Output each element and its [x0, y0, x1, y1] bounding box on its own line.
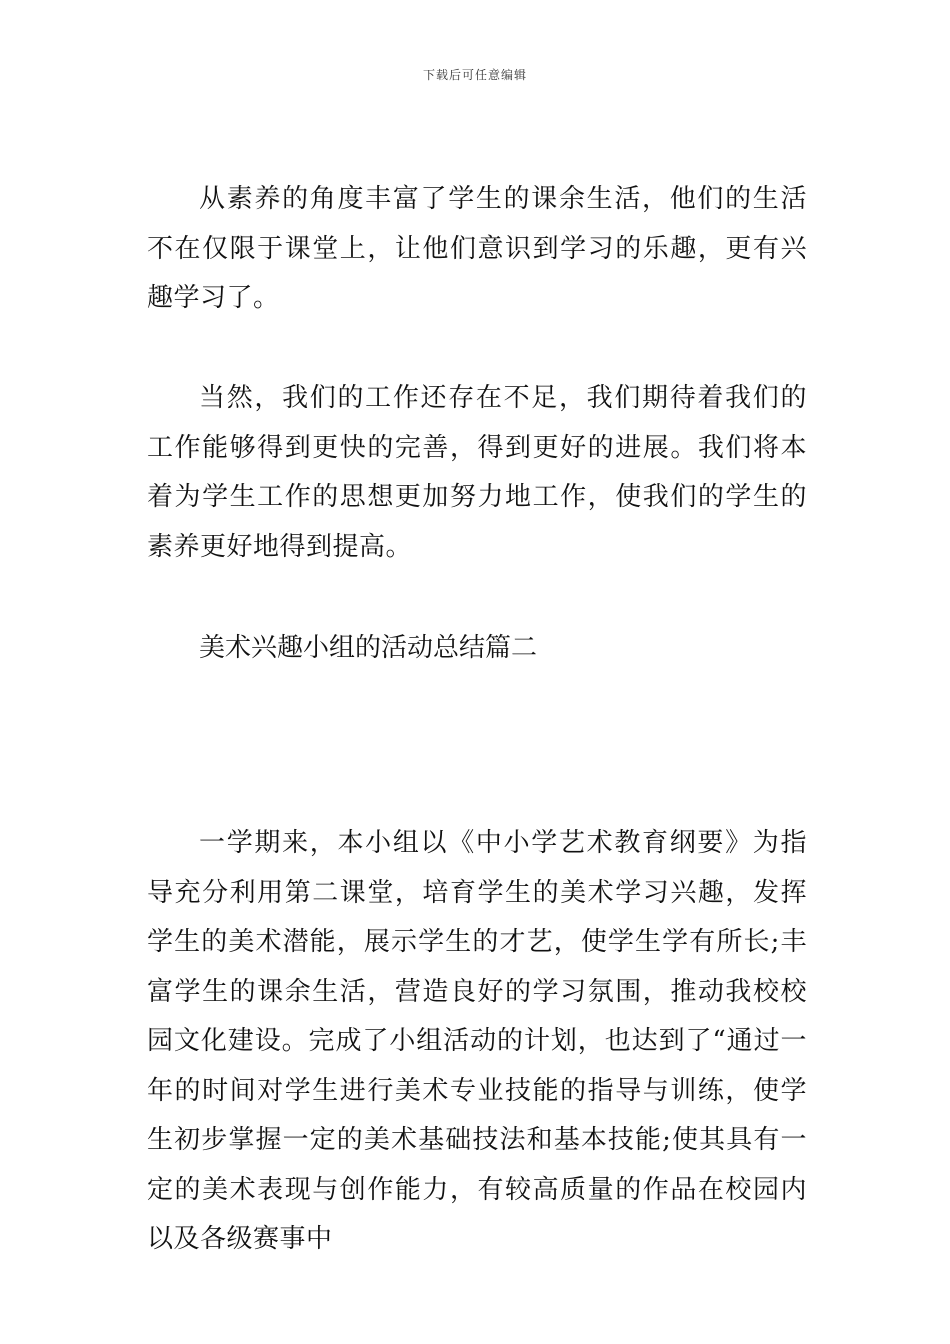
- page-header: 下载后可任意编辑: [422, 68, 527, 82]
- paragraph-1: 从素养的角度丰富了学生的课余生活，他们的生活不在仅限于课堂上，让他们意识到学习的乐趣，更有兴趣学习了。: [147, 184, 807, 313]
- section-heading: 美术兴趣小组的活动总结篇二: [199, 633, 538, 663]
- paragraph-2: 当然，我们的工作还存在不足，我们期待着我们的工作能够得到更快的完善，得到更好的进展。我们将本着为学生工作的思想更加努力地工作，使我们的学生的素养更好地得到提高。: [147, 383, 807, 562]
- paragraph-3: 一学期来，本小组以《中小学艺术教育纲要》为指导充分利用第二课堂，培育学生的美术学习兴趣，发挥学生的美术潜能，展示学生的才艺，使学生学有所长;丰富学生的课余生活，营造良好的学习氛围，推动我校校园文化建设。完成了小组活动的计划，也达到了“通过一年的时间对学生进行美术专业技能的指导与训练，使学生初步掌握一定的美术基础技法和基本技能;使其具有一定的美术表现与创作能力，有较高质量的作品在校园内以及各级赛事中: [147, 828, 807, 1254]
